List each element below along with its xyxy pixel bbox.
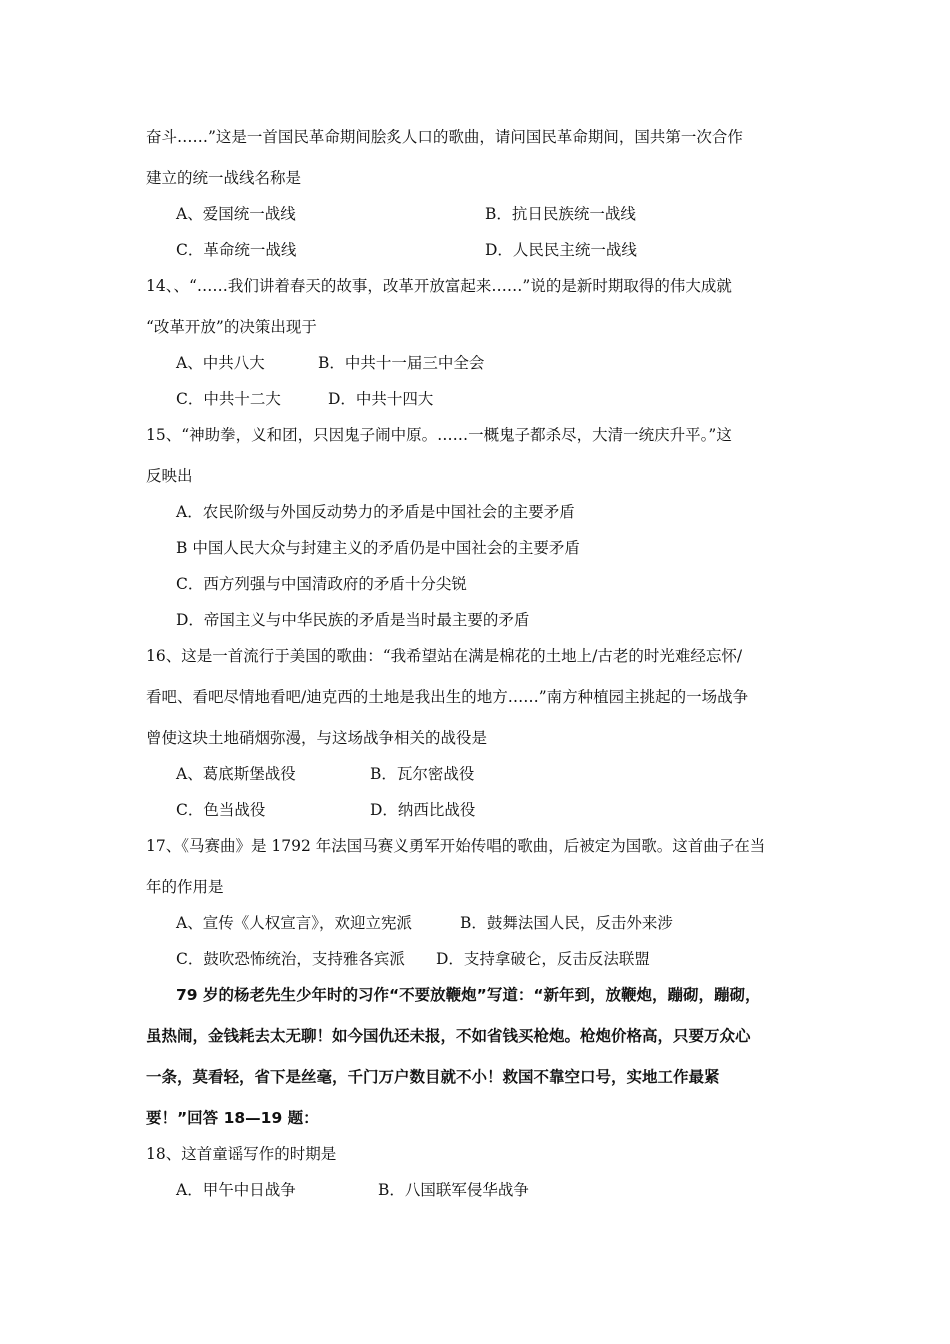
q14-option-b: B．中共十一届三中全会 [318,354,485,372]
passage-line1: 79 岁的杨老先生少年时的习作“不要放鞭炮”写道：“新年到，放鞭炮，蹦砌，蹦砌， [176,986,761,1004]
passage-line4: 要！”回答 18—19 题： [146,1109,319,1127]
q13-option-b: B．抗日民族统一战线 [485,205,636,223]
q16-option-b: B．瓦尔密战役 [370,765,475,783]
q14-option-a: A、中共八大 [176,354,265,372]
q15-option-d: D．帝国主义与中华民族的矛盾是当时最主要的矛盾 [176,611,530,629]
q18-option-b: B．八国联军侵华战争 [378,1181,529,1199]
q14-option-d: D．中共十四大 [328,390,434,408]
q14-line1: 14、、“……我们讲着春天的故事，改革开放富起来……”说的是新时期取得的伟大成就 [146,277,732,295]
q17-option-a: A、宣传《人权宣言》，欢迎立宪派 [176,914,412,932]
q14-line2: “改革开放”的决策出现于 [146,318,317,336]
q15-option-a: A．农民阶级与外国反动势力的矛盾是中国社会的主要矛盾 [176,503,575,521]
q17-line2: 年的作用是 [146,878,224,896]
q14-option-c: C．中共十二大 [176,390,281,408]
passage-line3: 一条，莫看轻，省下是丝毫，千门万户数目就不小！救国不靠空口号，实地工作最紧 [146,1068,720,1086]
q13-line2: 建立的统一战线名称是 [146,169,302,187]
q13-option-d: D．人民民主统一战线 [485,241,637,259]
q17-line1: 17、《马赛曲》是 1792 年法国马赛义勇军开始传唱的歌曲，后被定为国歌。这首曲子在当 [146,837,766,855]
q16-line1: 16、这是一首流行于美国的歌曲：“我希望站在满是棉花的土地上/古老的时光难经忘怀/ [146,647,743,665]
q17-option-b: B．鼓舞法国人民，反击外来涉 [460,914,673,932]
q18-line1: 18、这首童谣写作的时期是 [146,1145,337,1163]
q16-line2: 看吧、看吧尽情地看吧/迪克西的土地是我出生的地方……”南方种植园主挑起的一场战争 [146,688,749,706]
q13-option-c: C．革命统一战线 [176,241,297,259]
q16-option-c: C．色当战役 [176,801,266,819]
q16-line3: 曾使这块土地硝烟弥漫，与这场战争相关的战役是 [146,729,488,747]
q17-option-d: D．支持拿破仑，反击反法联盟 [436,950,650,968]
q16-option-d: D．纳西比战役 [370,801,476,819]
q15-line2: 反映出 [146,467,193,485]
q15-option-c: C．西方列强与中国清政府的矛盾十分尖锐 [176,575,467,593]
q17-option-c: C．鼓吹恐怖统治，支持雅各宾派 [176,950,405,968]
q15-line1: 15、“神助拳，义和团，只因鬼子闹中原。……一概鬼子都杀尽，大清一统庆升平。”这 [146,426,732,444]
q18-option-a: A．甲午中日战争 [176,1181,296,1199]
q16-option-a: A、葛底斯堡战役 [176,765,296,783]
q13-option-a: A、爱国统一战线 [176,205,296,223]
q13-line1: 奋斗……”这是一首国民革命期间脍炙人口的歌曲，请问国民革命期间，国共第一次合作 [146,128,743,146]
q15-option-b: B 中国人民大众与封建主义的矛盾仍是中国社会的主要矛盾 [176,539,580,557]
passage-line2: 虽热闹，金钱耗去太无聊！如今国仇还未报，不如省钱买枪炮。枪炮价格高，只要万众心 [146,1027,751,1045]
